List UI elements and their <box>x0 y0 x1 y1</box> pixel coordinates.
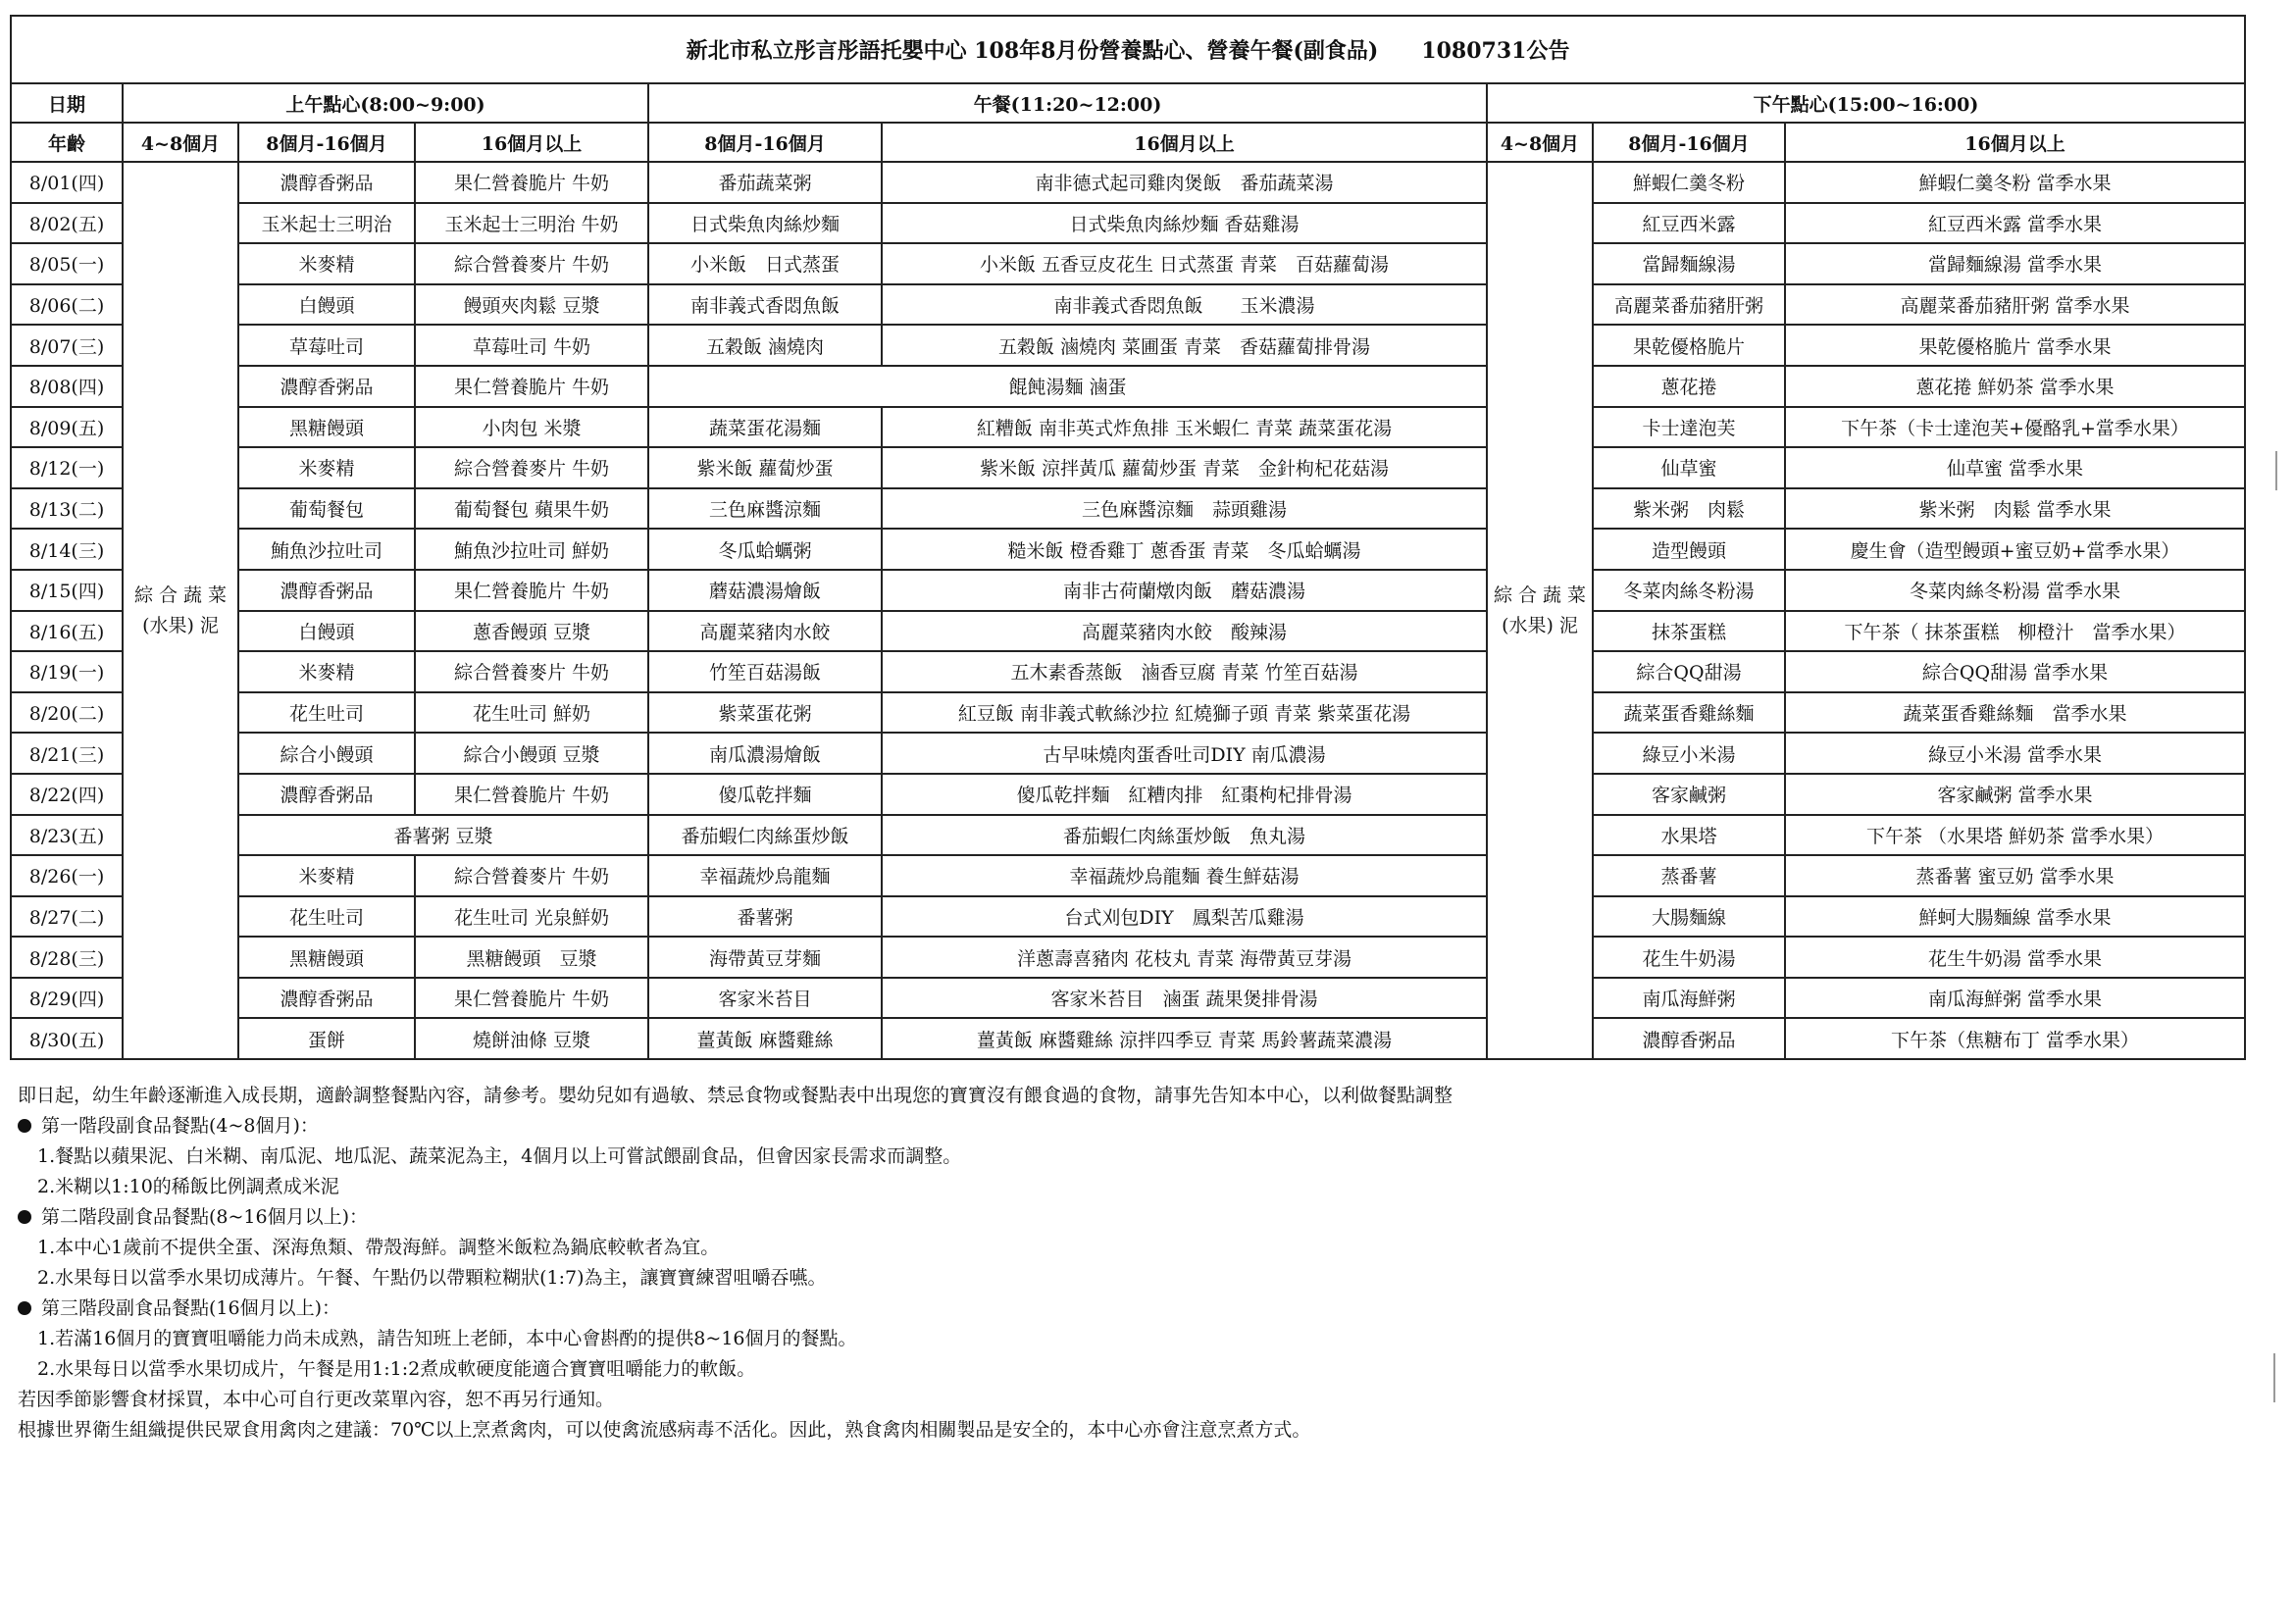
lunch-8-16-cell: 日式柴魚肉絲炒麵 <box>648 203 882 244</box>
header-date: 日期 <box>11 83 123 123</box>
table-row <box>11 407 2245 448</box>
am-16-up-cell: 饅頭夾肉鬆 豆漿 <box>415 284 648 326</box>
date-cell: 8/29(四) <box>11 978 123 1019</box>
pm-8-16-cell: 紫米粥 肉鬆 <box>1593 488 1785 530</box>
date-cell: 8/26(一) <box>11 855 123 896</box>
pm-16-up-cell: 仙草蜜 當季水果 <box>1785 447 2245 488</box>
bullet-icon <box>18 1119 31 1133</box>
am-16-up-cell: 果仁營養脆片 牛奶 <box>415 162 648 203</box>
date-cell: 8/08(四) <box>11 366 123 407</box>
pm-8-16-cell: 冬菜肉絲冬粉湯 <box>1593 570 1785 611</box>
am-8-16-cell: 葡萄餐包 <box>238 488 415 530</box>
lunch-16-up-cell: 日式柴魚肉絲炒麵 香菇雞湯 <box>882 203 1487 244</box>
lunch-8-16-cell: 薑黃飯 麻醬雞絲 <box>648 1018 882 1059</box>
pm-8-16-cell: 紅豆西米露 <box>1593 203 1785 244</box>
header-am-8-16: 8個月-16個月 <box>238 123 415 162</box>
date-cell: 8/19(一) <box>11 651 123 692</box>
lunch-8-16-cell: 客家米苔目 <box>648 978 882 1019</box>
date-cell: 8/12(一) <box>11 447 123 488</box>
notes-section <box>18 1081 2264 1446</box>
table-row <box>11 774 2245 815</box>
am-16-up-cell: 花生吐司 光泉鮮奶 <box>415 896 648 938</box>
date-cell: 8/05(一) <box>11 243 123 284</box>
lunch-8-16-cell: 五穀飯 滷燒肉 <box>648 325 882 366</box>
lunch-8-16-cell: 幸福蔬炒烏龍麵 <box>648 855 882 896</box>
bullet-icon <box>18 1301 31 1315</box>
pm-16-up-cell: 紫米粥 肉鬆 當季水果 <box>1785 488 2245 530</box>
lunch-16-up-cell: 幸福蔬炒烏龍麵 養生鮮菇湯 <box>882 855 1487 896</box>
am-16-up-cell: 蔥香饅頭 豆漿 <box>415 611 648 652</box>
pm-8-16-cell: 鮮蝦仁羹冬粉 <box>1593 162 1785 203</box>
date-cell: 8/07(三) <box>11 325 123 366</box>
pm-8-16-cell: 客家鹹粥 <box>1593 774 1785 815</box>
header-morning-snack: 上午點心(8:00~9:00) <box>123 83 648 123</box>
am-8-16-cell: 草莓吐司 <box>238 325 415 366</box>
stage3-item: 2.水果每日以當季水果切成片，午餐是用1:1:2煮成軟硬度能適合寶寶咀嚼能力的軟飯。 <box>37 1358 756 1380</box>
notes-intro: 即日起，幼生年齡逐漸進入成長期，適齡調整餐點內容，請參考。嬰幼兒如有過敏、禁忌食物或餐點表中出現您的寶寶沒有餵食過的食物，請事先告知本中心，以利做餐點調整 <box>18 1085 1453 1106</box>
notes-season: 若因季節影響食材採買，本中心可自行更改菜單內容，恕不再另行通知。 <box>18 1389 615 1410</box>
pm-8-16-cell: 抹茶蛋糕 <box>1593 611 1785 652</box>
lunch-16-up-cell: 南非義式香悶魚飯 玉米濃湯 <box>882 284 1487 326</box>
date-cell: 8/01(四) <box>11 162 123 203</box>
am-8-16-cell: 米麥精 <box>238 651 415 692</box>
pm-16-up-cell: 花生牛奶湯 當季水果 <box>1785 937 2245 978</box>
lunch-8-16-cell: 冬瓜蛤蠣粥 <box>648 529 882 570</box>
date-cell: 8/13(二) <box>11 488 123 530</box>
table-row <box>11 203 2245 244</box>
scan-edge-mark <box>2273 1353 2275 1402</box>
date-cell: 8/09(五) <box>11 407 123 448</box>
menu-table <box>10 15 2246 1060</box>
date-cell: 8/28(三) <box>11 937 123 978</box>
lunch-8-16-cell: 番薯粥 <box>648 896 882 938</box>
am-8-16-cell: 蛋餅 <box>238 1018 415 1059</box>
lunch-8-16-cell: 傻瓜乾拌麵 <box>648 774 882 815</box>
lunch-8-16-cell: 南非義式香悶魚飯 <box>648 284 882 326</box>
lunch-8-16-cell: 海帶黃豆芽麵 <box>648 937 882 978</box>
am-8-16-cell: 米麥精 <box>238 855 415 896</box>
lunch-8-16-cell: 蘑菇濃湯燴飯 <box>648 570 882 611</box>
pm-8-16-cell: 卡士達泡芙 <box>1593 407 1785 448</box>
scan-edge-mark <box>2275 451 2277 490</box>
lunch-8-16-cell: 三色麻醬涼麵 <box>648 488 882 530</box>
header-pm-4-8: 4~8個月 <box>1487 123 1593 162</box>
lunch-16-up-cell: 客家米苔目 滷蛋 蔬果煲排骨湯 <box>882 978 1487 1019</box>
pm-8-16-cell: 造型饅頭 <box>1593 529 1785 570</box>
am-16-up-cell: 果仁營養脆片 牛奶 <box>415 570 648 611</box>
pm-16-up-cell: 南瓜海鮮粥 當季水果 <box>1785 978 2245 1019</box>
am-16-up-cell: 果仁營養脆片 牛奶 <box>415 978 648 1019</box>
date-cell: 8/14(三) <box>11 529 123 570</box>
pm-16-up-cell: 當歸麵線湯 當季水果 <box>1785 243 2245 284</box>
lunch-16-up-cell: 紫米飯 涼拌黃瓜 蘿蔔炒蛋 青菜 金針枸杞花菇湯 <box>882 447 1487 488</box>
lunch-16-up-cell: 南非德式起司雞肉煲飯 番茄蔬菜湯 <box>882 162 1487 203</box>
bullet-icon <box>18 1210 31 1224</box>
menu-sheet <box>10 15 2244 1060</box>
pm-8-16-cell: 仙草蜜 <box>1593 447 1785 488</box>
lunch-8-16-cell: 高麗菜豬肉水餃 <box>648 611 882 652</box>
am-16-up-cell: 葡萄餐包 蘋果牛奶 <box>415 488 648 530</box>
am-8-16-cell: 白饅頭 <box>238 284 415 326</box>
table-row <box>11 162 2245 203</box>
lunch-8-16-cell: 南瓜濃湯燴飯 <box>648 733 882 774</box>
header-afternoon-snack: 下午點心(15:00~16:00) <box>1487 83 2245 123</box>
am-8-16-cell: 濃醇香粥品 <box>238 774 415 815</box>
am-4-8-puree-cell: 綜 合 蔬 菜 (水果) 泥 <box>123 162 238 1059</box>
lunch-8-16-cell: 竹笙百菇湯飯 <box>648 651 882 692</box>
am-8-16-cell: 鮪魚沙拉吐司 <box>238 529 415 570</box>
stage3-title: 第三階段副食品餐點(16個月以上)： <box>41 1297 341 1319</box>
stage1-title: 第一階段副食品餐點(4~8個月)： <box>41 1115 319 1137</box>
header-age: 年齡 <box>11 123 123 162</box>
date-cell: 8/02(五) <box>11 203 123 244</box>
am-16-up-cell: 玉米起士三明治 牛奶 <box>415 203 648 244</box>
am-16-up-cell: 花生吐司 鮮奶 <box>415 692 648 734</box>
am-merged-cell: 番薯粥 豆漿 <box>238 815 648 856</box>
date-cell: 8/15(四) <box>11 570 123 611</box>
pm-16-up-cell: 下午茶（焦糖布丁 當季水果） <box>1785 1018 2245 1059</box>
table-row <box>11 937 2245 978</box>
am-8-16-cell: 米麥精 <box>238 243 415 284</box>
date-cell: 8/22(四) <box>11 774 123 815</box>
pm-16-up-cell: 下午茶（卡士達泡芙+優酪乳+當季水果） <box>1785 407 2245 448</box>
am-8-16-cell: 濃醇香粥品 <box>238 162 415 203</box>
am-8-16-cell: 濃醇香粥品 <box>238 366 415 407</box>
am-8-16-cell: 濃醇香粥品 <box>238 978 415 1019</box>
pm-16-up-cell: 綠豆小米湯 當季水果 <box>1785 733 2245 774</box>
pm-8-16-cell: 南瓜海鮮粥 <box>1593 978 1785 1019</box>
lunch-16-up-cell: 古早味燒肉蛋香吐司DIY 南瓜濃湯 <box>882 733 1487 774</box>
am-8-16-cell: 白饅頭 <box>238 611 415 652</box>
stage1-item: 1.餐點以蘋果泥、白米糊、南瓜泥、地瓜泥、蔬菜泥為主，4個月以上可嘗試餵副食品，但會因家長需求而調整。 <box>37 1145 962 1167</box>
am-16-up-cell: 綜合營養麥片 牛奶 <box>415 651 648 692</box>
am-16-up-cell: 草莓吐司 牛奶 <box>415 325 648 366</box>
pm-16-up-cell: 紅豆西米露 當季水果 <box>1785 203 2245 244</box>
pm-8-16-cell: 綠豆小米湯 <box>1593 733 1785 774</box>
table-row <box>11 366 2245 407</box>
table-row <box>11 1018 2245 1059</box>
table-row <box>11 488 2245 530</box>
table-row <box>11 692 2245 734</box>
am-8-16-cell: 米麥精 <box>238 447 415 488</box>
lunch-8-16-cell: 蔬菜蛋花湯麵 <box>648 407 882 448</box>
pm-8-16-cell: 蔥花捲 <box>1593 366 1785 407</box>
am-8-16-cell: 黑糖饅頭 <box>238 937 415 978</box>
lunch-16-up-cell: 三色麻醬涼麵 蒜頭雞湯 <box>882 488 1487 530</box>
pm-16-up-cell: 冬菜肉絲冬粉湯 當季水果 <box>1785 570 2245 611</box>
pm-8-16-cell: 高麗菜番茄豬肝粥 <box>1593 284 1785 326</box>
table-row <box>11 447 2245 488</box>
am-16-up-cell: 小肉包 米漿 <box>415 407 648 448</box>
pm-16-up-cell: 果乾優格脆片 當季水果 <box>1785 325 2245 366</box>
am-8-16-cell: 黑糖饅頭 <box>238 407 415 448</box>
am-16-up-cell: 綜合營養麥片 牛奶 <box>415 243 648 284</box>
pm-8-16-cell: 濃醇香粥品 <box>1593 1018 1785 1059</box>
stage2-title: 第二階段副食品餐點(8~16個月以上)： <box>41 1206 369 1228</box>
lunch-16-up-cell: 高麗菜豬肉水餃 酸辣湯 <box>882 611 1487 652</box>
lunch-8-16-cell: 紫菜蛋花粥 <box>648 692 882 734</box>
lunch-8-16-cell: 番茄蔬菜粥 <box>648 162 882 203</box>
pm-16-up-cell: 蒸番薯 蜜豆奶 當季水果 <box>1785 855 2245 896</box>
stage1-item: 2.米糊以1:10的稀飯比例調煮成米泥 <box>37 1176 339 1197</box>
table-row <box>11 611 2245 652</box>
am-16-up-cell: 果仁營養脆片 牛奶 <box>415 366 648 407</box>
date-cell: 8/30(五) <box>11 1018 123 1059</box>
lunch-16-up-cell: 小米飯 五香豆皮花生 日式蒸蛋 青菜 百菇蘿蔔湯 <box>882 243 1487 284</box>
lunch-8-16-cell: 番茄蝦仁肉絲蛋炒飯 <box>648 815 882 856</box>
table-row <box>11 733 2245 774</box>
stage2-item: 1.本中心1歲前不提供全蛋、深海魚類、帶殼海鮮。調整米飯粒為鍋底較軟者為宜。 <box>37 1237 720 1258</box>
pm-8-16-cell: 大腸麵線 <box>1593 896 1785 938</box>
lunch-16-up-cell: 南非古荷蘭燉肉飯 蘑菇濃湯 <box>882 570 1487 611</box>
pm-16-up-cell: 下午茶（ 抹茶蛋糕 柳橙汁 當季水果） <box>1785 611 2245 652</box>
date-cell: 8/20(二) <box>11 692 123 734</box>
date-cell: 8/23(五) <box>11 815 123 856</box>
pm-8-16-cell: 蒸番薯 <box>1593 855 1785 896</box>
lunch-16-up-cell: 薑黃飯 麻醬雞絲 涼拌四季豆 青菜 馬鈴薯蔬菜濃湯 <box>882 1018 1487 1059</box>
header-lunch-8-16: 8個月-16個月 <box>648 123 882 162</box>
pm-16-up-cell: 高麗菜番茄豬肝粥 當季水果 <box>1785 284 2245 326</box>
pm-16-up-cell: 慶生會（造型饅頭+蜜豆奶+當季水果） <box>1785 529 2245 570</box>
pm-16-up-cell: 蔬菜蛋香雞絲麵 當季水果 <box>1785 692 2245 734</box>
lunch-16-up-cell: 洋蔥壽喜豬肉 花枝丸 青菜 海帶黃豆芽湯 <box>882 937 1487 978</box>
lunch-16-up-cell: 番茄蝦仁肉絲蛋炒飯 魚丸湯 <box>882 815 1487 856</box>
header-pm-8-16: 8個月-16個月 <box>1593 123 1785 162</box>
header-pm-16-up: 16個月以上 <box>1785 123 2245 162</box>
am-16-up-cell: 果仁營養脆片 牛奶 <box>415 774 648 815</box>
lunch-8-16-cell: 小米飯 日式蒸蛋 <box>648 243 882 284</box>
pm-8-16-cell: 花生牛奶湯 <box>1593 937 1785 978</box>
pm-16-up-cell: 下午茶 （水果塔 鮮奶茶 當季水果） <box>1785 815 2245 856</box>
pm-8-16-cell: 當歸麵線湯 <box>1593 243 1785 284</box>
table-row <box>11 243 2245 284</box>
pm-16-up-cell: 蔥花捲 鮮奶茶 當季水果 <box>1785 366 2245 407</box>
table-row <box>11 325 2245 366</box>
am-16-up-cell: 鮪魚沙拉吐司 鮮奶 <box>415 529 648 570</box>
notes-who: 根據世界衛生組織提供民眾食用禽肉之建議：70℃以上烹煮禽肉，可以使禽流感病毒不活化。因此，熟食禽肉相關製品是安全的，本中心亦會注意烹煮方式。 <box>18 1419 1311 1441</box>
lunch-8-16-cell: 紫米飯 蘿蔔炒蛋 <box>648 447 882 488</box>
stage3-item: 1.若滿16個月的寶寶咀嚼能力尚未成熟，請告知班上老師，本中心會斟酌的提供8~16個月的餐點。 <box>37 1328 857 1349</box>
lunch-16-up-cell: 台式刈包DIY 鳳梨苦瓜雞湯 <box>882 896 1487 938</box>
table-row <box>11 978 2245 1019</box>
am-16-up-cell: 黑糖饅頭 豆漿 <box>415 937 648 978</box>
date-cell: 8/27(二) <box>11 896 123 938</box>
lunch-16-up-cell: 五木素香蒸飯 滷香豆腐 青菜 竹笙百菇湯 <box>882 651 1487 692</box>
lunch-16-up-cell: 紅糟飯 南非英式炸魚排 玉米蝦仁 青菜 蔬菜蛋花湯 <box>882 407 1487 448</box>
am-8-16-cell: 花生吐司 <box>238 896 415 938</box>
table-row <box>11 815 2245 856</box>
page-title: 新北市私立彤言彤語托嬰中心 108年8月份營養點心、營養午餐(副食品) 1080731公告 <box>11 16 2245 83</box>
table-row <box>11 570 2245 611</box>
lunch-16-up-cell: 五穀飯 滷燒肉 菜圃蛋 青菜 香菇蘿蔔排骨湯 <box>882 325 1487 366</box>
lunch-16-up-cell: 傻瓜乾拌麵 紅糟肉排 紅棗枸杞排骨湯 <box>882 774 1487 815</box>
header-am-16-up: 16個月以上 <box>415 123 648 162</box>
lunch-16-up-cell: 紅豆飯 南非義式軟絲沙拉 紅燒獅子頭 青菜 紫菜蛋花湯 <box>882 692 1487 734</box>
header-lunch: 午餐(11:20~12:00) <box>648 83 1487 123</box>
pm-16-up-cell: 客家鹹粥 當季水果 <box>1785 774 2245 815</box>
am-16-up-cell: 綜合小饅頭 豆漿 <box>415 733 648 774</box>
date-cell: 8/21(三) <box>11 733 123 774</box>
date-cell: 8/06(二) <box>11 284 123 326</box>
table-row <box>11 284 2245 326</box>
pm-4-8-puree-cell: 綜 合 蔬 菜 (水果) 泥 <box>1487 162 1593 1059</box>
stage2-item: 2.水果每日以當季水果切成薄片。午餐、午點仍以帶顆粒糊狀(1:7)為主，讓寶寶練習咀嚼吞嚥。 <box>37 1267 827 1289</box>
pm-8-16-cell: 水果塔 <box>1593 815 1785 856</box>
table-row <box>11 529 2245 570</box>
pm-16-up-cell: 鮮蝦仁羹冬粉 當季水果 <box>1785 162 2245 203</box>
am-16-up-cell: 燒餅油條 豆漿 <box>415 1018 648 1059</box>
header-lunch-16-up: 16個月以上 <box>882 123 1487 162</box>
table-row <box>11 896 2245 938</box>
header-am-4-8: 4~8個月 <box>123 123 238 162</box>
lunch-merged-cell: 餛飩湯麵 滷蛋 <box>648 366 1487 407</box>
am-8-16-cell: 綜合小饅頭 <box>238 733 415 774</box>
am-8-16-cell: 花生吐司 <box>238 692 415 734</box>
pm-16-up-cell: 鮮蚵大腸麵線 當季水果 <box>1785 896 2245 938</box>
table-row <box>11 855 2245 896</box>
pm-8-16-cell: 綜合QQ甜湯 <box>1593 651 1785 692</box>
lunch-16-up-cell: 糙米飯 橙香雞丁 蔥香蛋 青菜 冬瓜蛤蠣湯 <box>882 529 1487 570</box>
pm-8-16-cell: 蔬菜蛋香雞絲麵 <box>1593 692 1785 734</box>
am-16-up-cell: 綜合營養麥片 牛奶 <box>415 855 648 896</box>
am-8-16-cell: 濃醇香粥品 <box>238 570 415 611</box>
pm-8-16-cell: 果乾優格脆片 <box>1593 325 1785 366</box>
am-16-up-cell: 綜合營養麥片 牛奶 <box>415 447 648 488</box>
am-8-16-cell: 玉米起士三明治 <box>238 203 415 244</box>
table-row <box>11 651 2245 692</box>
pm-16-up-cell: 綜合QQ甜湯 當季水果 <box>1785 651 2245 692</box>
date-cell: 8/16(五) <box>11 611 123 652</box>
